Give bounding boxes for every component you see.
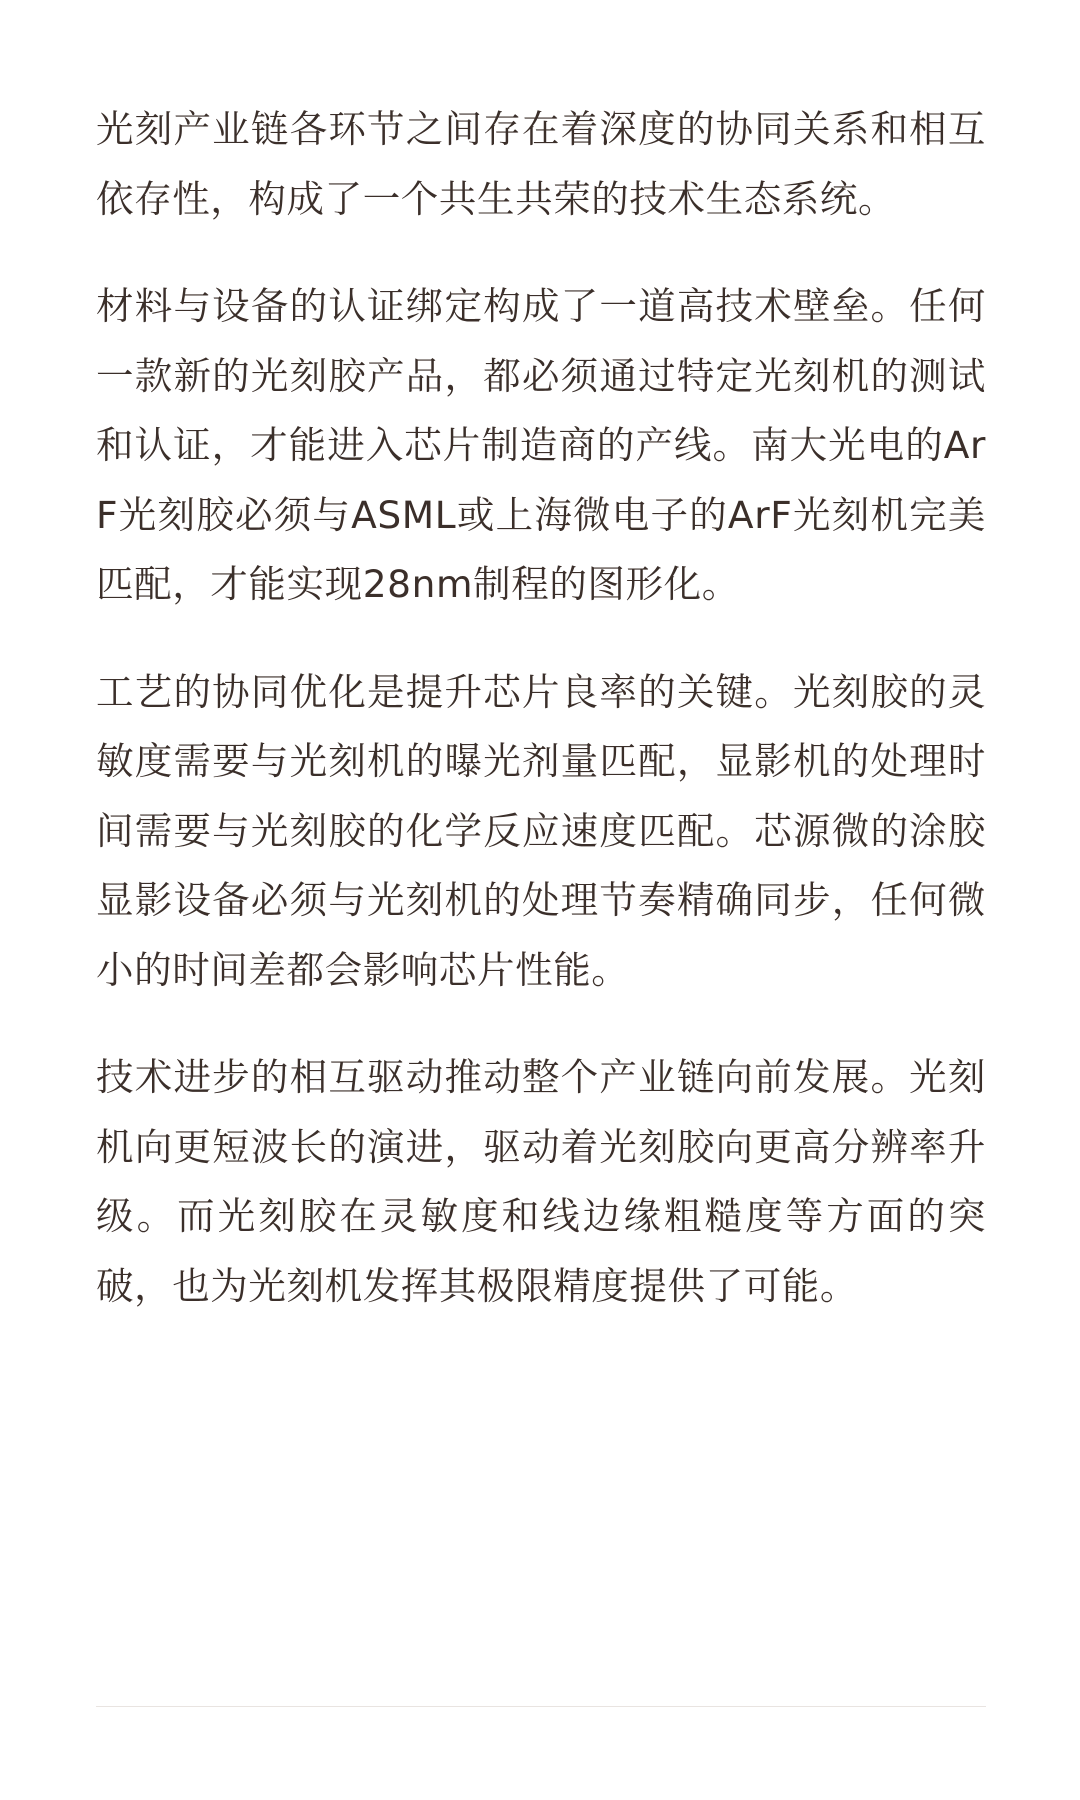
article-body <box>96 95 986 1359</box>
paragraph-ecosystem: 光刻产业链各环节之间存在着深度的协同关系和相互依存性，构成了一个共生共荣的技术生态系统。 <box>96 107 986 221</box>
paragraph-process-optimization: 工艺的协同优化是提升芯片良率的关键。光刻胶的灵敏度需要与光刻机的曝光剂量匹配，显影机的处理时间需要与光刻胶的化学反应速度匹配。芯源微的涂胶显影设备必须与光刻机的处理节奏精确同步，任何微小的时间差都会影响芯片性能。 <box>96 669 986 992</box>
paragraph-technology-progress: 技术进步的相互驱动推动整个产业链向前发展。光刻机向更短波长的演进，驱动着光刻胶向更高分辨率升级。而光刻胶在灵敏度和线边缘粗糙度等方面的突破，也为光刻机发挥其极限精度提供了可能。 <box>96 1055 986 1308</box>
bottom-divider <box>96 1706 986 1707</box>
paragraph-certification: 材料与设备的认证绑定构成了一道高技术壁垒。任何一款新的光刻胶产品，都必须通过特定光刻机的测试和认证，才能进入芯片制造商的产线。南大光电的ArF光刻胶必须与ASML或上海微电子的ArF光刻机完美匹配，才能实现28nm制程的图形化。 <box>96 284 986 606</box>
